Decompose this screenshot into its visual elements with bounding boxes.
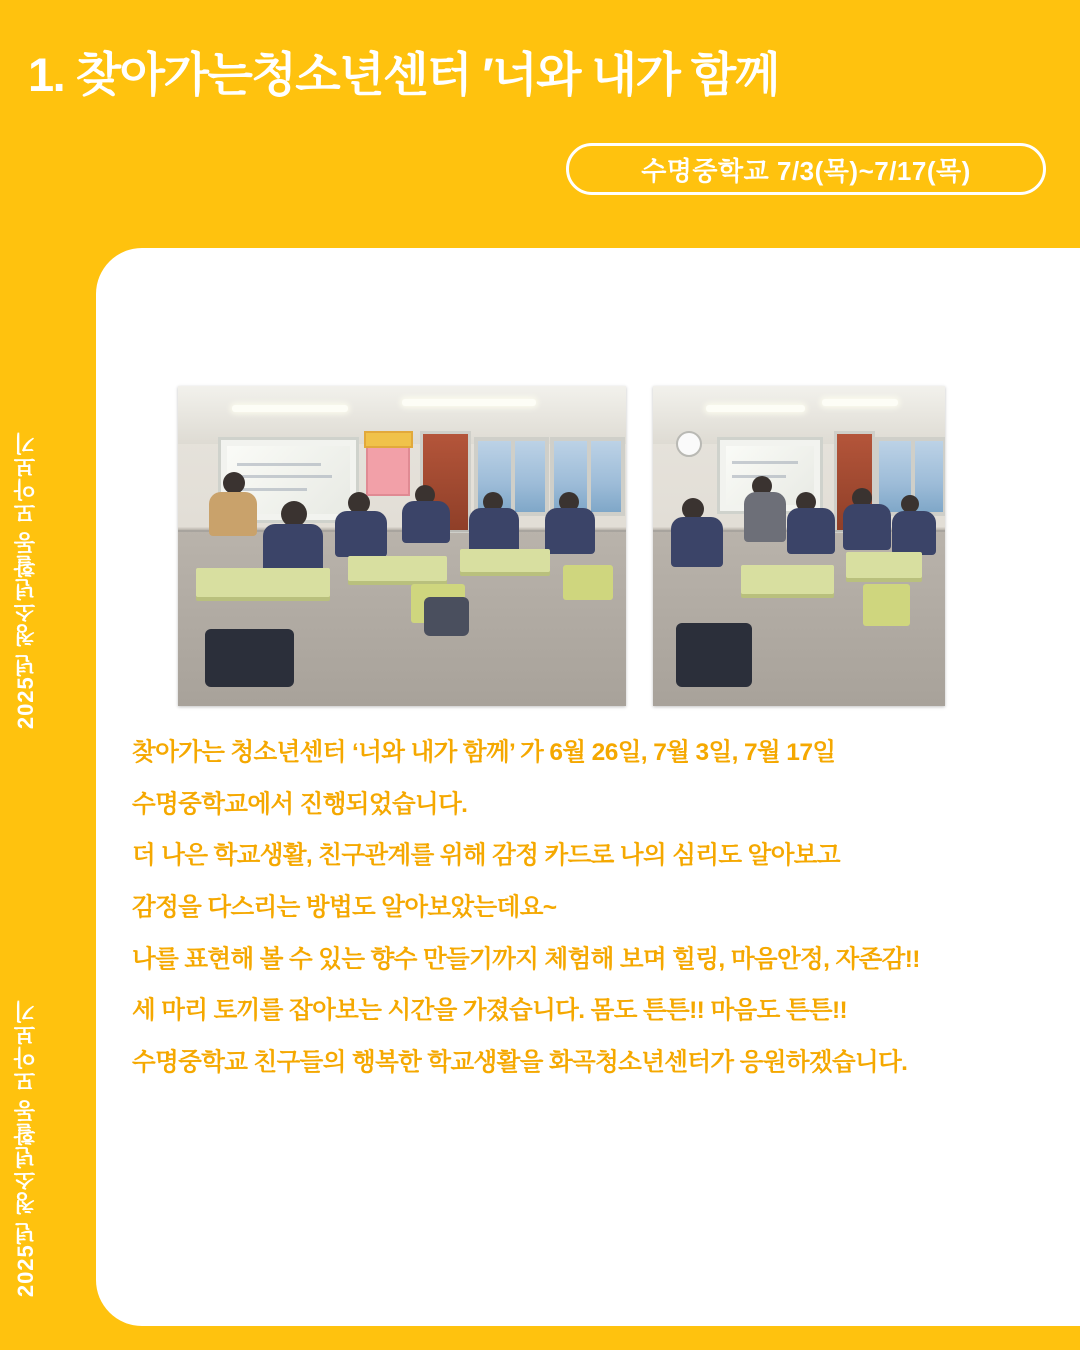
desk <box>741 565 834 594</box>
student-body <box>335 511 387 557</box>
content-card <box>96 248 1080 1326</box>
instructor-body <box>744 492 786 542</box>
ceiling-light-icon <box>232 405 348 412</box>
description-line: 감정을 다스리는 방법도 알아보았는데요~ <box>132 893 557 921</box>
description-line: 찾아가는 청소년센터 ‘너와 내가 함께’ 가 6월 26일, 7월 3일, 7월 17일 <box>132 739 836 766</box>
wall-clock-icon <box>676 431 702 457</box>
classroom-scene-1 <box>178 386 626 706</box>
activity-photo-2 <box>653 386 945 706</box>
desk <box>846 552 922 578</box>
date-badge <box>566 143 1046 195</box>
board-text-line <box>237 463 320 466</box>
ceiling-light-icon <box>822 399 898 406</box>
photo-gallery <box>178 386 945 706</box>
description-line: 수명중학교에서 진행되었습니다. <box>132 790 468 818</box>
chair <box>563 565 612 600</box>
page-title: 1. 찾아가는청소년센터 ′너와 내가 함께 <box>28 48 779 101</box>
chair <box>863 584 910 626</box>
student-body <box>892 511 936 555</box>
wall-poster <box>366 440 410 495</box>
board-text-line <box>237 488 307 491</box>
desk <box>196 568 330 597</box>
description-line: 수명중학교 친구들의 행복한 학교생활을 화곡청소년센터가 응원하겠습니다. <box>132 1048 908 1076</box>
desk <box>460 549 550 571</box>
side-label-bottom: 2025년 청소년활동 모아보기 <box>13 1000 38 1298</box>
student-body <box>545 508 595 554</box>
student-body <box>787 508 835 554</box>
ceiling-light-icon <box>706 405 805 412</box>
description-line: 더 나은 학교생활, 친구관계를 위해 감정 카드로 나의 심리도 알아보고 <box>132 842 840 870</box>
student-body <box>843 504 891 550</box>
description-line: 세 마리 토끼를 잡아보는 시간을 가졌습니다. 몸도 튼튼!! 마음도 튼튼!! <box>132 997 848 1025</box>
date-badge-label: 수명중학교 7/3(목)~7/17(목) <box>641 155 971 186</box>
student-body <box>469 508 519 554</box>
screen-text-line <box>732 461 798 464</box>
activity-photo-1 <box>178 386 626 706</box>
description-block <box>132 738 1062 1078</box>
board-text-line <box>237 475 331 478</box>
classroom-scene-2 <box>653 386 945 706</box>
backpack <box>205 629 295 687</box>
student-body <box>402 501 450 543</box>
ceiling-light-icon <box>402 399 536 406</box>
description-line: 나를 표현해 볼 수 있는 향수 만들기까지 체험해 보며 힐링, 마음안정, 자존감!! <box>132 945 920 973</box>
student-body <box>671 517 723 567</box>
side-label-top: 2025년 청소년활동 모아보기 <box>13 432 38 730</box>
student-body <box>209 492 257 536</box>
desk <box>348 556 447 582</box>
backpack <box>676 623 752 687</box>
wall-poster-header <box>364 431 413 448</box>
backpack <box>424 597 469 635</box>
